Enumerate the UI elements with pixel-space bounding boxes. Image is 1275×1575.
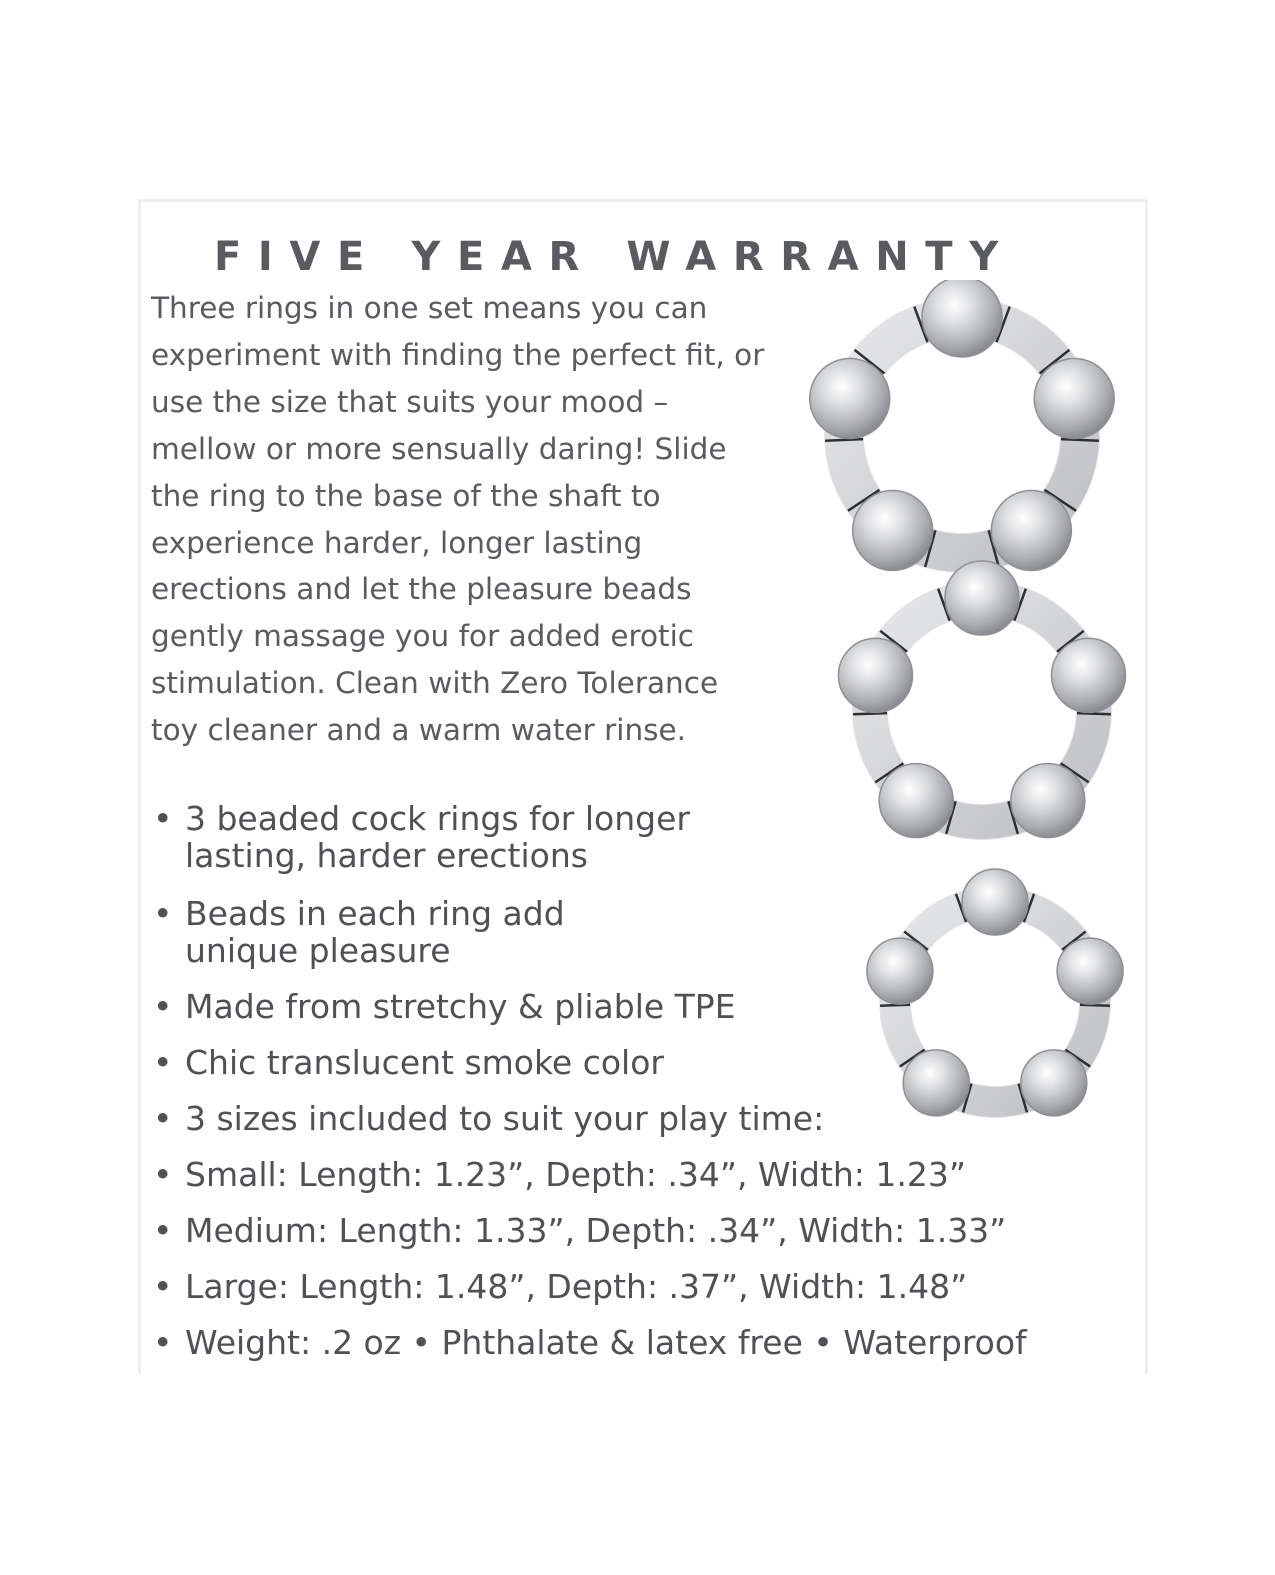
- ring-bead: [1034, 359, 1114, 439]
- bead-separator: [853, 713, 887, 714]
- bullet-dot: •: [153, 1323, 173, 1362]
- list-item-text: lasting, harder erections: [185, 836, 588, 875]
- list-item: [153, 988, 736, 1025]
- list-item-text: Made from stretchy & pliable TPE: [185, 987, 736, 1026]
- ring-bead: [838, 638, 912, 712]
- small-ring-image: [867, 869, 1123, 1116]
- list-item: [153, 1212, 1006, 1249]
- ring-bead: [945, 561, 1019, 635]
- list-item-text: Large: Length: 1.48”, Depth: .37”, Width: 1.48”: [185, 1267, 968, 1306]
- ring-bead: [962, 869, 1028, 935]
- list-item-text: unique pleasure: [185, 931, 451, 970]
- bullet-dot: •: [153, 1267, 173, 1306]
- bead-separator: [1080, 1005, 1110, 1006]
- description-line: Three rings in one set means you can: [151, 291, 708, 325]
- description-line: experiment with finding the perfect fit, or: [151, 337, 765, 372]
- description-line: stimulation. Clean with Zero Tolerance: [151, 666, 719, 701]
- list-item-text: Medium: Length: 1.33”, Depth: .34”, Width: 1.33”: [185, 1211, 1007, 1250]
- list-item-text: 3 beaded cock rings for longer: [185, 799, 690, 838]
- description-line: use the size that suits your mood –: [151, 384, 669, 419]
- product-rings-illustration: [800, 280, 1130, 1160]
- list-item: [153, 800, 690, 874]
- ring-bead: [1021, 1050, 1087, 1116]
- ring-bead: [1011, 764, 1085, 838]
- list-item: [153, 1268, 967, 1305]
- medium-ring-image: [838, 561, 1125, 838]
- ring-bead: [991, 490, 1071, 570]
- bead-separator: [825, 439, 863, 441]
- list-item: [153, 1324, 1027, 1361]
- list-item: [153, 895, 565, 969]
- large-ring-image: [810, 280, 1114, 570]
- list-item-text: 3 sizes included to suit your play time:: [185, 1099, 825, 1138]
- bullet-dot: •: [153, 1099, 173, 1138]
- bullet-dot: •: [153, 1155, 173, 1194]
- bead-separator: [1061, 439, 1099, 441]
- bead-separator: [880, 1005, 910, 1006]
- bead-separator: [1077, 713, 1111, 714]
- list-item-text: Small: Length: 1.23”, Depth: .34”, Width: 1.23”: [185, 1155, 966, 1194]
- ring-bead: [867, 938, 933, 1004]
- product-description: [151, 285, 841, 754]
- list-item-text: Weight: .2 oz • Phthalate & latex free • Waterproof: [185, 1323, 1027, 1362]
- bullet-dot: •: [153, 987, 173, 1026]
- bullet-dot: •: [153, 1211, 173, 1250]
- bullet-dot: •: [153, 894, 173, 933]
- page-title: FIVE YEAR WARRANTY: [214, 234, 1015, 280]
- ring-bead: [922, 280, 1002, 357]
- list-item: [153, 1156, 966, 1193]
- description-line: experience harder, longer lasting: [151, 525, 643, 560]
- list-item: [153, 1044, 664, 1081]
- description-line: the ring to the base of the shaft to: [151, 478, 661, 513]
- list-item-text: Chic translucent smoke color: [185, 1043, 664, 1082]
- ring-bead: [879, 764, 953, 838]
- bullet-dot: •: [153, 1043, 173, 1082]
- bullet-dot: •: [153, 799, 173, 838]
- list-item: [153, 1100, 824, 1137]
- ring-bead: [903, 1050, 969, 1116]
- description-line: toy cleaner and a warm water rinse.: [151, 713, 687, 748]
- ring-bead: [810, 359, 890, 439]
- description-line: gently massage you for added erotic: [151, 619, 695, 654]
- ring-bead: [1057, 938, 1123, 1004]
- list-item-text: Beads in each ring add: [185, 894, 565, 933]
- description-line: mellow or more sensually daring! Slide: [151, 431, 727, 466]
- ring-bead: [1052, 638, 1126, 712]
- description-line: erections and let the pleasure beads: [151, 572, 692, 607]
- ring-bead: [853, 490, 933, 570]
